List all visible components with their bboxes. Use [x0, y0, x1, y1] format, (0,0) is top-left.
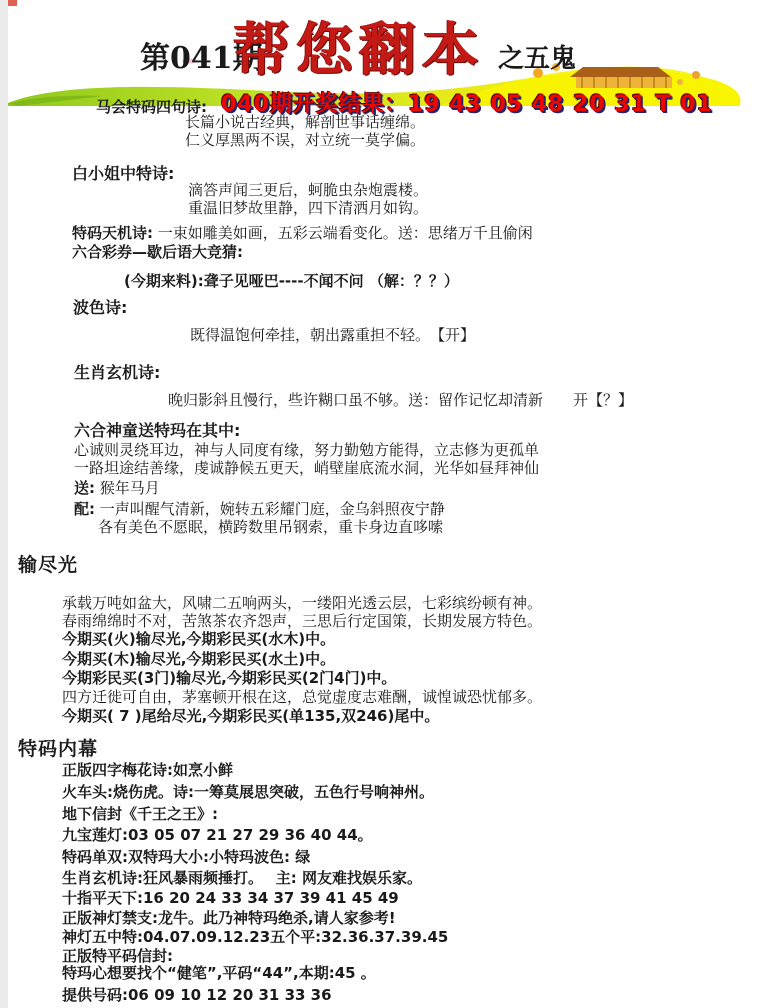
neimu-line: 地下信封《千王之王》: [62, 805, 218, 823]
song-text: 猴年马月 [99, 479, 160, 497]
shujinguang-line: 今期买( 7 )尾给尽光,今期彩民买(单135,双246)尾中。 [62, 707, 440, 725]
neimu-line: 特玛心想要找个“健笔”,平码“44”,本期:45 。 [62, 964, 376, 982]
poem-line: 仁义厚黑两不误，对立统一莫学偏。 [185, 131, 426, 149]
baixiaojie-heading: 白小姐中特诗: [72, 164, 175, 183]
neimu-line: 生肖玄机诗:狂风暴雨频捶打。 主: 网友难找娱乐家。 [62, 869, 422, 887]
shentong-song-line [74, 479, 160, 497]
shujinguang-line: 今期买(火)输尽光,今期彩民买(水木)中。 [62, 630, 336, 648]
neimu-line: 九宝莲灯:03 05 07 21 27 29 36 40 44。 [62, 826, 373, 844]
tianji-label: 特码天机诗: [72, 224, 153, 242]
draw-result-text: 040期开奖结果：19 43 05 48 20 31 T 01 [221, 92, 713, 117]
neimu-line: 特码单双:双特玛大小:小特玛波色: 绿 [62, 848, 311, 866]
corner-red-mark [8, 0, 17, 6]
shujinguang-line: 今期彩民买(3门)输尽光,今期彩民买(2门4门)中。 [62, 669, 397, 687]
page-title-suffix: 之五鬼 [498, 44, 577, 74]
neimu-line: 十指平天下:16 20 24 33 34 37 39 41 45 49 [62, 889, 399, 907]
neimu-line: 火车头:烧伤虎。诗:一筹莫展思突破，五色行号响神州。 [62, 783, 434, 801]
shentong-pei-line [74, 500, 445, 518]
four-line-poem-label: 马会特码四句诗: [96, 98, 207, 116]
xiehouyu-line: (今期来料):聋子见哑巴----不闻不问 （解：？？） [124, 272, 459, 290]
shujinguang-heading: 输尽光 [18, 554, 79, 576]
shentong-heading: 六合神童送特玛在其中: [74, 421, 241, 440]
poem-line: 重温旧梦故里静，四下清洒月如钩。 [188, 199, 429, 217]
song-label: 送: [74, 479, 95, 497]
neimu-line: 正版神灯禁支:龙牛。此乃神特玛绝杀,请人家参考! [62, 909, 396, 927]
neimu-heading: 特码内幕 [18, 738, 99, 760]
poem-line: 长篇小说古经典，解剖世事话缠绵。 [185, 113, 426, 131]
pei-text: 一声叫醒气清新，婉转五彩耀门庭，金乌斜照夜宁静 [99, 500, 445, 518]
shentong-line: 一路坦途结善缘，虔诚静候五更天，峭壁崖底流水洞，光华如昼拜神仙 [74, 459, 540, 477]
shengxiao-heading: 生肖玄机诗: [74, 363, 161, 382]
shengxiao-line: 晚归影斜且慢行，些许糊口虽不够。送：留作记忆却清新 开【？】 [168, 391, 634, 409]
neimu-line: 正版特平码信封: [62, 947, 173, 965]
shujinguang-line: 四方迁徙可自由，茅塞顿开根在这，总觉虚度志难酬，诚惶诚恐忧郁多。 [62, 688, 543, 706]
neimu-line: 正版四字梅花诗:如烹小鲜 [62, 761, 233, 779]
xiehouyu-heading: 六合彩券—歇后语大竞猜: [72, 243, 243, 261]
left-edge-strip [0, 0, 8, 1008]
neimu-line: 提供号码:06 09 10 12 20 31 33 36 [62, 986, 332, 1004]
neimu-line: 神灯五中特:04.07.09.12.23五个平:32.36.37.39.45 [62, 928, 449, 946]
shentong-line: 心诚则灵绕耳边，神与人同度有缘，努力勤勉方能得，立志修为更孤单 [74, 441, 540, 459]
bose-heading: 波色诗: [73, 298, 128, 317]
shujinguang-line: 今期买(木)输尽光,今期彩民买(水土)中。 [62, 650, 336, 668]
shentong-pei-line2: 各有美色不愿眠，横跨数里吊钢索，重卡身边直哆嗦 [98, 518, 444, 536]
issue-number: 第041期 [140, 41, 263, 76]
pei-label: 配: [74, 500, 95, 518]
poem-line: 滴答声闻三更后，蚵脆虫杂炮震楼。 [188, 181, 429, 199]
shujinguang-line: 承载万吨如盆大，风啸二五响两头，一缕阳光透云层，七彩缤纷顿有神。 [62, 594, 543, 612]
tianji-line [72, 224, 533, 242]
page-title: 帮您翻本 [233, 16, 485, 83]
tianji-text: 一束如雕美如画，五彩云端看变化。送：思绪万千且偷闲 [157, 224, 533, 242]
shujinguang-line: 春雨绵绵时不对，苦煞茶农齐怨声，三思后行定国策，长期发展方特色。 [62, 612, 543, 630]
bose-line: 既得温饱何牵挂，朝出露重担不轻。 【开】 [190, 326, 476, 344]
